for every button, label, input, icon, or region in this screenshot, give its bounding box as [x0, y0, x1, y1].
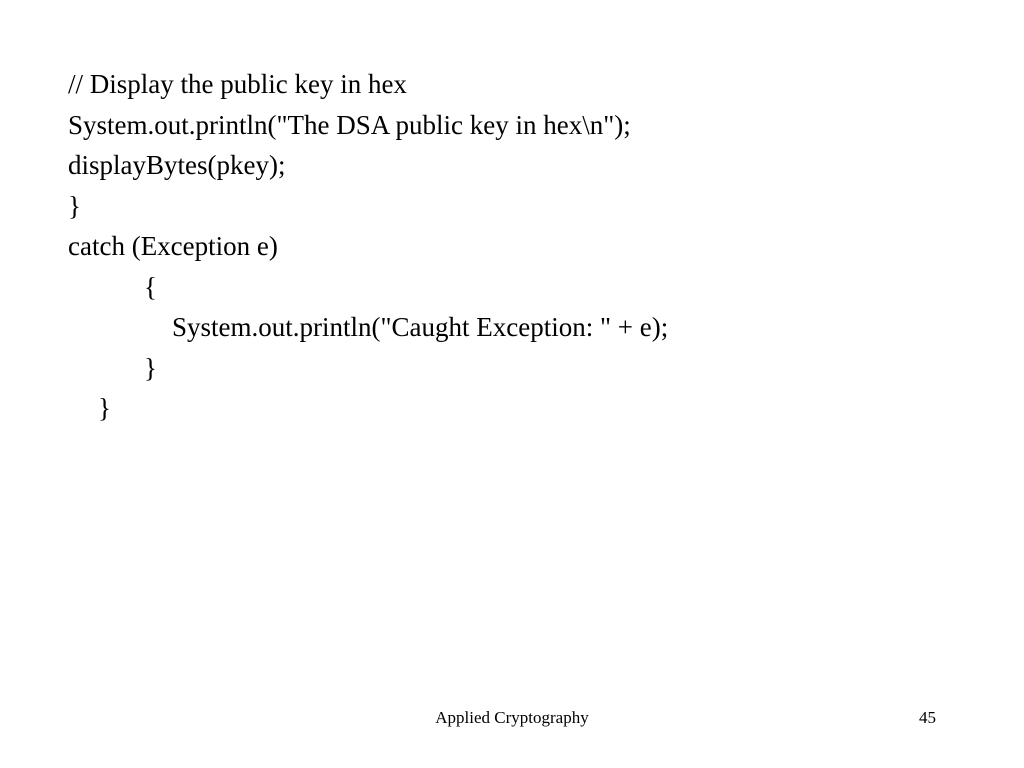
code-line-comment: // Display the public key in hex: [68, 69, 407, 99]
code-line-catch-close: }: [144, 352, 157, 383]
code-line-println-exception: System.out.println("Caught Exception: " + e);: [172, 312, 669, 342]
footer-title: Applied Cryptography: [435, 708, 589, 727]
code-line-catch-open: {: [144, 271, 157, 302]
code-line-println-header: System.out.println("The DSA public key in hex\n");: [68, 109, 631, 140]
code-line-try-close: }: [68, 190, 81, 221]
code-block: [68, 64, 968, 429]
code-line-catch: catch (Exception e): [68, 231, 278, 261]
page-number: 45: [919, 708, 936, 727]
code-line-display-bytes: displayBytes(pkey);: [68, 150, 286, 180]
code-line-method-close: }: [98, 393, 111, 423]
